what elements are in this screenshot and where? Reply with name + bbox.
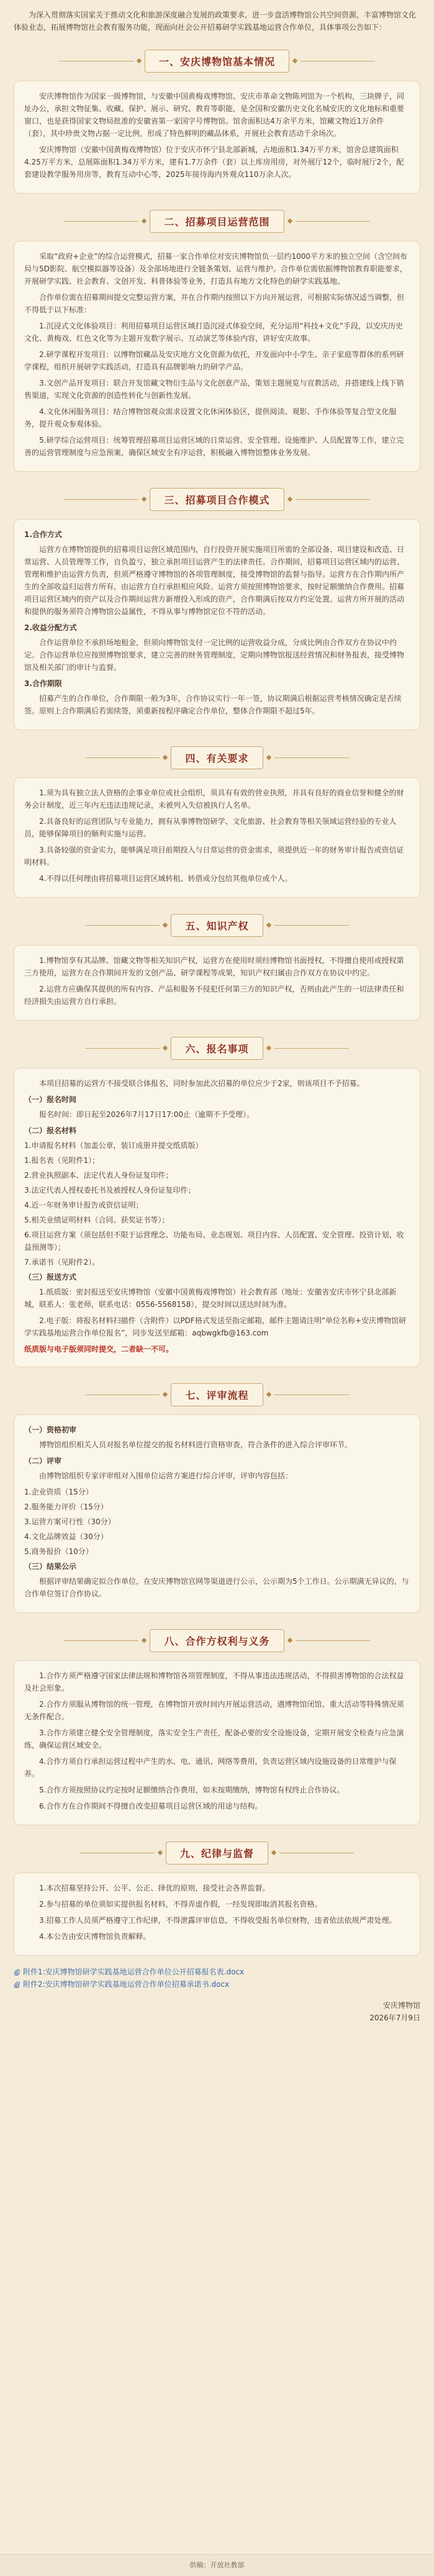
attachment-1-name: 附件1:安庆博物馆研学实践基地运营合作单位公开招募报名表.docx — [23, 1968, 245, 1976]
source-text: 供稿：开放社教部 — [189, 2561, 245, 2569]
s3-heading-3: 3.合作期限 — [24, 679, 62, 688]
s1-paragraph-2: 安庆博物馆（安徽中国黄梅戏博物馆）位于安庆市怀宁县北部新城，占地面积1.34万平方米，馆舍总建筑面积4.25万平方米，总展陈面积1.34万平方米，建有1.7万余件（套）以上库房用房，对外展厅12个，临时展厅2个，配套建设教学服务用房等，教育互动中心等，2025年接待海内外观众110万余人次。 — [24, 145, 404, 179]
list-item: 4.近一年财务审计报告或资信证明； — [24, 1201, 143, 1209]
s6-intro: 本项目招募的运营方不接受联合体报名，同时参加此次招募的单位应少于2家，则该项目不予招募。 — [39, 1079, 364, 1088]
section-3-header — [14, 488, 420, 510]
s4-item: 2.具备良好的运营团队与专业能力，拥有从事博物馆研学、文化旅游、社会教育等相关领域运营经验的专业人员，能够保障项目的顺利实施与运营。 — [24, 817, 397, 838]
s3-paragraph-3: 招募产生的合作单位，合作期限一般为3年，合作协议实行一年一签，协议期满后根据运营考核情况确定是否续签。原则上合作期满后若需续签，须重新按程序确定合作单位，整体合作期限不超过5年。 — [24, 694, 402, 715]
s4-item: 3.具备较强的资金实力，能够满足项目前期投入与日常运营的资金需求，须提供近一年的财务审计报告或资信证明材料。 — [24, 846, 404, 867]
signature-org: 安庆博物馆 — [382, 2001, 420, 2010]
s6-heading-3: （三）报送方式 — [24, 1273, 77, 1281]
s7-paragraph-1: 博物馆组织相关人员对报名单位提交的报名材料进行资格审查，符合条件的进入综合评审环节。 — [39, 1440, 353, 1449]
section-9-header — [14, 1842, 420, 1864]
s1-paragraph-1: 安庆博物馆作为国家一级博物馆，与安徽中国黄梅戏博物馆、安庆市革命文物陈列馆为一个机构，三块牌子，同址办公，承担文物征集、收藏、保护、展示、研究、教育等职能，是全国和安徽历史文化名城安庆的文化地标和重要窗口，也是获得国家文物局批准的安徽省第一家国字号博物馆。馆舍面积达4万余平方米，馆藏文物近1万余件（套），其中珍贵文物占据一定比例，形成了特色鲜明的藏品体系，开展社会教育活动千余场次。 — [24, 92, 405, 138]
attachment-link-2[interactable] — [14, 1978, 420, 1991]
s2-item: 4.文化休闲服务项目：结合博物馆观众需求设置文化休闲体验区，提供阅读、观影、手作体验等复合型文化服务，提升观众参观体验。 — [24, 407, 397, 428]
s2-item: 3.文创产品开发项目：联合开发馆藏文物衍生品与文化创意产品，策划主题展览与宣教活动，并搭建线上线下销售渠道，实现文化资源的创造性转化与创新性发展。 — [24, 379, 404, 400]
s7-paragraph-2: 由博物馆组织专家评审组对入围单位运营方案进行综合评审，评审内容包括： — [39, 1471, 293, 1480]
section-2-header — [14, 210, 420, 232]
s9-item: 4.本公告由安庆博物馆负责解释。 — [39, 1932, 151, 1941]
section-3-title: 三、招募项目合作模式 — [150, 488, 284, 511]
section-4-header — [14, 746, 420, 769]
section-4-title: 四、有关要求 — [171, 746, 263, 769]
s2-item: 1.沉浸式文化体验项目：利用招募项目运营区域打造沉浸式体验空间，充分运用“科技+文化”手段，以安庆历史文化、黄梅戏、红色文化等为主题开发数字展示、互动演艺等体验内容，讲好安庆故事。 — [24, 322, 403, 343]
attachments — [14, 1966, 420, 1991]
list-item: 5.商务报价（10分） — [24, 1547, 93, 1556]
section-2-title: 二、招募项目运营范围 — [150, 210, 284, 233]
s9-item: 2.参与招募的单位须如实提供报名材料，不得弄虚作假，一经发现即取消其报名资格。 — [39, 1900, 322, 1909]
s2-item: 2.研学课程开发项目：以博物馆藏品及安庆地方文化资源为依托，开发面向中小学生、亲子家庭等群体的系列研学课程，组织开展研学实践活动，打造具有品牌影响力的研学产品。 — [24, 350, 404, 371]
s7-paragraph-3: 根据评审结果确定拟合作单位，在安庆博物馆官网等渠道进行公示，公示期为5个工作日。公示期满无异议的，与合作单位签订合作协议。 — [24, 1577, 409, 1598]
section-9-title: 九、纪律与监督 — [166, 1842, 268, 1864]
s6-heading-2: （二）报名材料 — [24, 1126, 77, 1135]
s5-item: 2.运营方应确保其提供的所有内容、产品和服务不侵犯任何第三方的知识产权，否则由此产生的一切法律责任和经济损失由运营方自行承担。 — [24, 985, 404, 1006]
list-item: 4.文化品牌效益（30分） — [24, 1532, 108, 1541]
paperclip-icon — [14, 1981, 20, 1988]
section-8-title: 八、合作方权利与义务 — [150, 1629, 284, 1652]
signature-date: 2026年7月9日 — [369, 2013, 420, 2022]
s8-item: 3.合作方须建立健全安全管理制度，落实安全生产责任，配备必要的安全设施设备，定期开展安全检查与应急演练，确保运营区域安全。 — [24, 1729, 404, 1750]
s3-paragraph-1: 运营方在博物馆提供的招募项目运营区域范围内，自行投资开展实施项目所需的全部设备、项目建设和改造、日常运营、人员管理等工作，自负盈亏，独立承担项目运营产生的法律责任。合作期间，招募项目运营区域内的运营、管理和维护由运营方负责，但须严格遵守博物馆的各项管理制度，接受博物馆的监督与指导。运营方在合作期内所产生的全部收益归运营方所有，由运营方自行承担相应风险。运营方须按照博物馆要求，按时足额缴纳合作费用。招募项目运营区域内的资产以及合作期间运营方新增投入形成的资产，合作期满后按双方约定处置。运营方所开展的活动和提供的服务须符合博物馆公益属性，不得从事与博物馆定位不符的活动。 — [24, 545, 405, 616]
intro-text: 为深入贯彻落实国家关于推动文化和旅游深度融合发展的政策要求，进一步盘活博物馆公共空间资源，丰富博物馆文化体验业态，拓展博物馆社会教育服务功能，现面向社会公开招募研学实践基地运营合作单位，具体事项公告如下： — [14, 11, 417, 32]
s2-item: 5.研学综合运营项目：统筹管理招募项目运营区域的日常运营、安全管理、设施维护、人员配置等工作，建立完善的运营管理制度与应急预案，确保区域安全有序运营，积极融入博物馆整体业务发展。 — [24, 436, 404, 457]
section-7-header — [14, 1383, 420, 1406]
s8-item: 1.合作方须严格遵守国家法律法规和博物馆各项管理制度，不得从事违法违规活动，不得损害博物馆的合法权益及社会形象。 — [24, 1671, 404, 1692]
s3-heading-2: 2.收益分配方式 — [24, 623, 77, 632]
list-item: 7.承诺书（见附件2）。 — [24, 1258, 100, 1267]
section-7-card — [14, 1414, 420, 1613]
s6-paragraph-3b: 2.电子版：将报名材料扫描件（含附件）以PDF格式发送至指定邮箱，邮件主题请注明“单位名称+安庆博物馆研学实践基地运营合作单位报名”，同步发送至邮箱：aqbwgkfb@163.com — [24, 1316, 407, 1337]
s6-materials-list — [24, 1154, 410, 1268]
s3-paragraph-2: 合作运营单位不承担场地租金，但须向博物馆支付一定比例的运营收益分成，分成比例由合作双方在协议中约定。合作运营单位应按照博物馆要求，建立完善的财务管理制度，定期向博物馆报送经营情况和财务报表，接受博物馆及相关部门的审计与监督。 — [24, 638, 405, 672]
s4-item: 4.不得以任何理由将招募项目运营区域转租、转借或分包给其他单位或个人。 — [39, 874, 292, 883]
list-item: 2.服务能力评价（15分） — [24, 1503, 108, 1511]
list-item: 1.报名表（见附件1）； — [24, 1156, 100, 1165]
list-item: 3.法定代表人授权委托书及被授权人身份证复印件； — [24, 1186, 196, 1195]
s6-paragraph-3a: 1.纸质版：密封报送至安庆博物馆（安徽中国黄梅戏博物馆）社会教育部（地址：安徽省安庆市怀宁县北部新城，联系人：张老师，联系电话：0556-5568158），提交时间以送达时间为准。 — [24, 1288, 397, 1309]
section-4-card — [14, 777, 420, 898]
intro — [14, 0, 420, 34]
list-item: 6.项目运营方案（须包括但不限于运营理念、功能布局、业态规划、项目内容、人员配置、安全管理、投资计划、收益预测等）； — [24, 1231, 404, 1252]
s8-item: 6.合作方在合作期间不得擅自改变招募项目运营区域的用途与结构。 — [39, 1802, 263, 1810]
bottom-source-bar — [0, 2554, 434, 2576]
s6-note: 纸质版与电子版须同时提交，二者缺一不可。 — [24, 1345, 174, 1354]
s7-heading-1: （一）资格初审 — [24, 1426, 77, 1434]
section-1-title: 一、安庆博物馆基本情况 — [145, 50, 289, 73]
s7-criteria-list — [24, 1486, 410, 1558]
s7-heading-2: （二）评审 — [24, 1457, 62, 1465]
attachment-2-name: 附件2:安庆博物馆研学实践基地运营合作单位招募承诺书.docx — [23, 1980, 230, 1989]
list-item: 1.企业资质（15分） — [24, 1488, 93, 1496]
signature-block — [14, 1999, 420, 2024]
s6-paragraph-1: 报名时间：即日起至2026年7月17日17:00止（逾期不予受理）。 — [39, 1110, 255, 1119]
attachment-link-1[interactable] — [14, 1966, 420, 1978]
s2-paragraph-2: 合作单位需在招募期间提交完整运营方案，并在合作期内按照以下方向开展运营，可根据实际情况适当调整，但不得低于以下标准： — [24, 293, 405, 314]
section-8-header — [14, 1629, 420, 1652]
section-6-card — [14, 1068, 420, 1367]
section-3-card — [14, 519, 420, 730]
section-6-header — [14, 1037, 420, 1059]
section-5-card — [14, 945, 420, 1021]
section-5-header — [14, 914, 420, 936]
list-item: 2.营业执照副本、法定代表人身份证复印件； — [24, 1171, 173, 1180]
s4-item: 1.须为具有独立法人资格的企事业单位或社会组织，须具有有效的营业执照，并具有良好的商业信誉和健全的财务会计制度，近三年内无违法违规记录，未被列入失信被执行人名单。 — [24, 789, 404, 810]
section-7-title: 七、评审流程 — [171, 1383, 263, 1406]
section-1-card — [14, 81, 420, 194]
s6-subheading-2: 1.申请报名材料（加盖公章，装订成册并提交纸质版） — [24, 1141, 203, 1150]
s8-item: 5.合作方须按照协议约定按时足额缴纳合作费用，如未按期缴纳，博物馆有权终止合作协议。 — [39, 1786, 345, 1794]
s2-paragraph-1: 采取“政府+企业”的综合运营模式，招募一家合作单位对安庆博物馆负一层约1000平方米的独立空间（含空间布局与5D影院、航空模拟器等设备）及全部场地进行全链条策划、运营与维护。合作单位需依据博物馆教育职能要求，开展研学实践、社会教育、文创开发、科普体验等业务，打造具有地方文化特色的研学实践基地。 — [24, 252, 408, 286]
section-8-card — [14, 1660, 420, 1825]
section-9-card — [14, 1873, 420, 1956]
s8-item: 4.合作方须自行承担运营过程中产生的水、电、通讯、网络等费用，负责运营区域内设施设备的日常维护与保养。 — [24, 1757, 397, 1778]
list-item: 5.相关业绩证明材料（合同、获奖证书等）； — [24, 1216, 170, 1224]
s5-item: 1.博物馆享有其品牌、馆藏文物等相关知识产权，运营方在使用时须经博物馆书面授权，不得擅自使用或授权第三方使用，运营方在合作期间开发的文创产品、研学课程等成果，知识产权归属由合作双方在协议中约定。 — [24, 956, 404, 977]
s3-heading-1: 1.合作方式 — [24, 530, 62, 539]
section-2-card — [14, 241, 420, 472]
list-item: 3.运营方案可行性（30分） — [24, 1517, 115, 1526]
paperclip-icon — [14, 1969, 20, 1976]
s9-item: 1.本次招募坚持公开、公平、公正、择优的原则，接受社会各界监督。 — [39, 1884, 270, 1892]
section-5-title: 五、知识产权 — [171, 914, 263, 937]
s8-item: 2.合作方须服从博物馆的统一管理，在博物馆开放时间内开展运营活动，遇博物馆闭馆、重大活动等特殊情况须无条件配合。 — [24, 1700, 404, 1721]
section-6-title: 六、报名事项 — [171, 1037, 263, 1060]
s9-item: 3.招募工作人员须严格遵守工作纪律，不得泄露评审信息，不得收受报名单位财物，违者依法依规严肃处理。 — [39, 1916, 397, 1925]
s7-heading-3: （三）结果公示 — [24, 1562, 77, 1571]
s6-heading-1: （一）报名时间 — [24, 1095, 77, 1104]
section-1-header — [14, 50, 420, 72]
